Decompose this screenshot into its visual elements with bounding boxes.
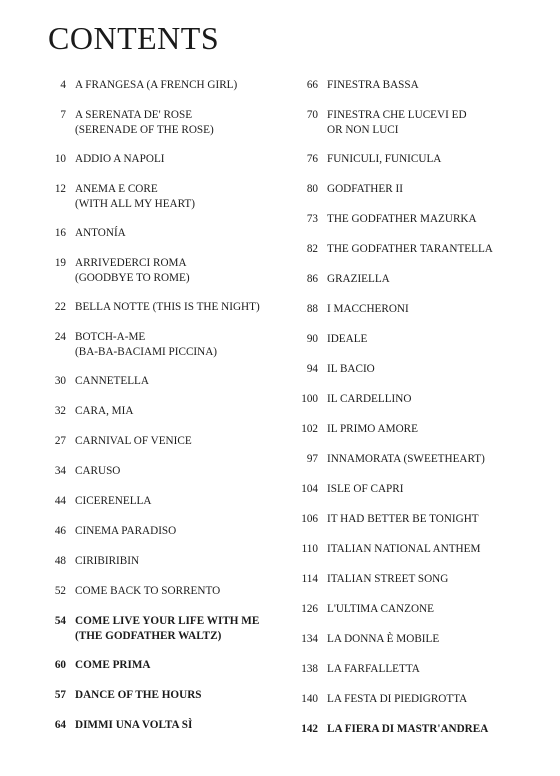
entry-page-number: 140 [301,693,318,705]
contents-entry [40,718,192,733]
entry-song-title: CARUSO [75,465,121,477]
entry-page-number: 114 [301,573,318,585]
contents-entry [292,602,434,617]
entry-song-title: DANCE OF THE HOURS [75,689,202,701]
contents-entry [292,572,448,587]
entry-song-title: IDEALE [327,333,368,345]
contents-entry [292,662,420,677]
entry-page-number: 27 [54,435,66,447]
entry-song-title: CINEMA PARADISO [75,525,177,537]
contents-entry [292,722,488,737]
contents-entry [292,542,480,557]
entry-page-number: 126 [301,603,318,615]
entry-page-number: 76 [306,153,318,165]
contents-entry [292,332,367,347]
entry-song-title: FINESTRA CHE LUCEVI ED OR NON LUCI [327,109,467,136]
entry-song-title: LA FIERA DI MASTR'ANDREA [327,723,489,735]
entry-page-number: 48 [54,555,66,567]
contents-entry [292,302,409,317]
entry-page-number: 16 [54,227,66,239]
contents-entry [292,452,485,467]
entry-page-number: 12 [54,183,66,195]
contents-entry [292,692,467,707]
entry-song-title: ARRIVEDERCI ROMA (GOODBYE TO ROME) [75,257,190,284]
entry-song-title: COME PRIMA [75,659,151,671]
contents-entry [292,182,403,197]
entry-page-number: 104 [301,483,318,495]
entry-song-title: IT HAD BETTER BE TONIGHT [327,513,479,525]
entry-page-number: 100 [301,393,318,405]
contents-entry [40,404,133,419]
entry-page-number: 52 [54,585,66,597]
entry-song-title: A FRANGESA (A FRENCH GIRL) [75,79,238,91]
contents-entry [292,362,375,377]
entry-page-number: 70 [306,109,318,121]
entry-page-number: 142 [301,723,318,735]
entry-page-number: 86 [306,273,318,285]
entry-song-title: A SERENATA DE' ROSE (SERENADE OF THE ROSE) [75,109,214,136]
contents-entry [40,584,220,599]
entry-song-title: I MACCHERONI [327,303,409,315]
entry-page-number: 110 [301,543,318,555]
entry-page-number: 102 [301,423,318,435]
entry-page-number: 97 [306,453,318,465]
entry-song-title: ITALIAN NATIONAL ANTHEM [327,543,481,555]
entry-song-title: LA FARFALLETTA [327,663,420,675]
entry-song-title: THE GODFATHER MAZURKA [327,213,477,225]
contents-entry [40,256,190,286]
entry-page-number: 64 [54,719,66,731]
entry-song-title: CANNETELLA [75,375,149,387]
entry-page-number: 106 [301,513,318,525]
entry-page-number: 73 [306,213,318,225]
entry-page-number: 22 [54,301,66,313]
contents-entry [40,614,259,644]
entry-song-title: IL CARDELLINO [327,393,412,405]
entry-page-number: 30 [54,375,66,387]
entry-page-number: 19 [54,257,66,269]
contents-entry [40,524,176,539]
entry-page-number: 46 [54,525,66,537]
entry-song-title: BELLA NOTTE (THIS IS THE NIGHT) [75,301,260,313]
contents-entry [40,78,237,93]
entry-song-title: IL PRIMO AMORE [327,423,418,435]
entry-song-title: ADDIO A NAPOLI [75,153,165,165]
contents-entry [40,226,126,241]
entry-song-title: CICERENELLA [75,495,152,507]
contents-entry [40,108,214,138]
entry-page-number: 4 [60,79,66,91]
entry-page-number: 57 [54,689,66,701]
contents-entry [40,494,151,509]
entry-song-title: THE GODFATHER TARANTELLA [327,243,493,255]
contents-entry [292,152,441,167]
entry-page-number: 7 [60,109,66,121]
contents-entry [40,374,149,389]
contents-entry [292,272,390,287]
contents-entry [40,688,202,703]
entry-song-title: LA DONNA È MOBILE [327,633,440,645]
contents-entry [40,464,120,479]
contents-entry [292,482,403,497]
entry-page-number: 88 [306,303,318,315]
entry-song-title: CIRIBIRIBIN [75,555,140,567]
contents-entry [40,330,217,360]
entry-song-title: ANEMA E CORE (WITH ALL MY HEART) [75,183,195,210]
entry-page-number: 32 [54,405,66,417]
entry-page-number: 66 [306,79,318,91]
entry-page-number: 90 [306,333,318,345]
contents-entry [292,242,493,257]
entry-page-number: 24 [54,331,66,343]
contents-entry [40,658,151,673]
contents-entry [292,78,419,93]
entry-page-number: 134 [301,633,318,645]
contents-entry [40,152,165,167]
entry-song-title: LA FESTA DI PIEDIGROTTA [327,693,468,705]
entry-song-title: INNAMORATA (SWEETHEART) [327,453,485,465]
entry-page-number: 138 [301,663,318,675]
entry-song-title: CARA, MIA [75,405,134,417]
entry-song-title: CARNIVAL OF VENICE [75,435,192,447]
contents-entry [292,422,418,437]
entry-page-number: 44 [54,495,66,507]
entry-page-number: 60 [54,659,66,671]
entry-song-title: ISLE OF CAPRI [327,483,404,495]
contents-entry [40,434,192,449]
contents-entry [292,512,479,527]
entry-song-title: GODFATHER II [327,183,403,195]
entry-song-title: ITALIAN STREET SONG [327,573,449,585]
entry-song-title: FINESTRA BASSA [327,79,419,91]
entry-page-number: 94 [306,363,318,375]
entry-song-title: BOTCH-A-ME (BA-BA-BACIAMI PICCINA) [75,331,218,358]
contents-entry [292,392,411,407]
entry-page-number: 34 [54,465,66,477]
entry-page-number: 80 [306,183,318,195]
entry-song-title: COME BACK TO SORRENTO [75,585,221,597]
page-title: CONTENTS [48,20,220,56]
entry-page-number: 10 [54,153,66,165]
contents-entry [292,212,477,227]
entry-song-title: FUNICULI, FUNICULA [327,153,442,165]
entry-song-title: DIMMI UNA VOLTA SÌ [75,719,193,731]
entry-song-title: L'ULTIMA CANZONE [327,603,434,615]
entry-song-title: COME LIVE YOUR LIFE WITH ME (THE GODFATHER WALTZ) [75,615,260,642]
contents-entry [292,632,439,647]
entry-page-number: 54 [54,615,66,627]
entry-song-title: ANTONÍA [75,227,126,239]
contents-entry [40,182,195,212]
contents-entry [292,108,467,138]
entry-song-title: GRAZIELLA [327,273,390,285]
contents-entry [40,300,260,315]
contents-entry [40,554,139,569]
entry-page-number: 82 [306,243,318,255]
entry-song-title: IL BACIO [327,363,375,375]
